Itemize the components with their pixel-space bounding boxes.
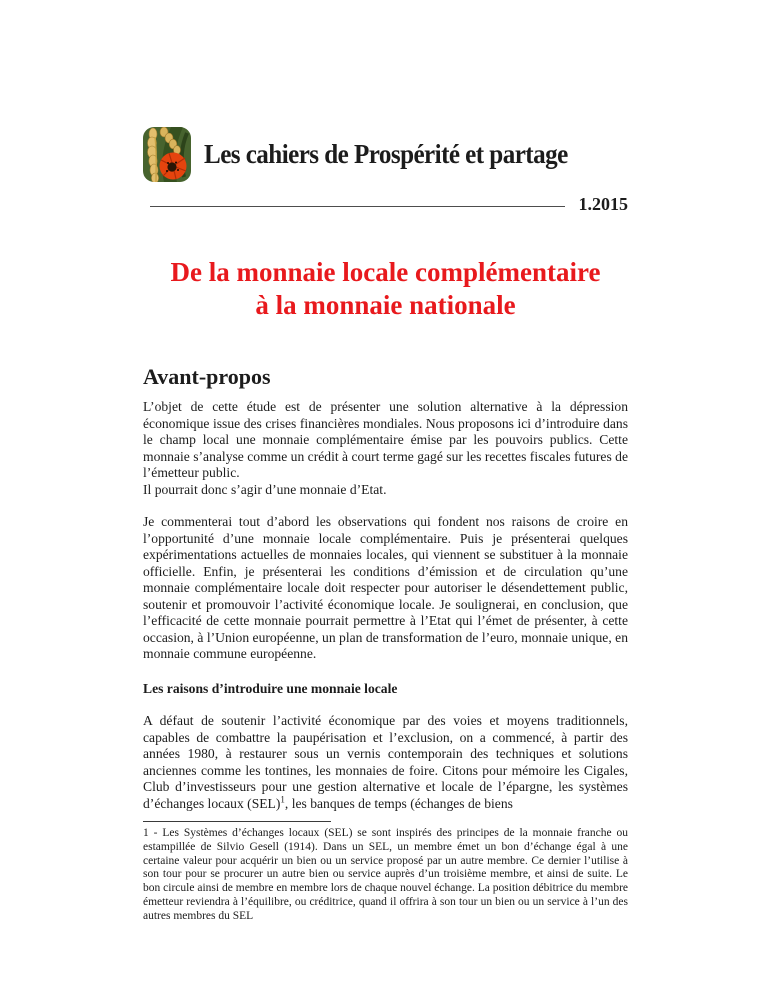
paragraph-raisons-text: A défaut de soutenir l’activité économique par des voies et moyens traditionnels, capables de combattre la paupérisation et l’exclusion, on a commencé, à partir des années 1980, à restaurer sous un vernis contemporain des techniques et solutions anciennes comme les tontines, les monnaies de foire. Citons pour mémoire les Cigales, Club d’investisseurs pour une gestion alternative et locale de l’épargne, les systèmes d’échanges locaux (SEL) xyxy=(143,713,628,811)
footnote-separator xyxy=(143,821,331,822)
document-title-line2: à la monnaie nationale xyxy=(255,290,516,320)
wheat-poppy-logo-icon xyxy=(143,127,191,182)
footnote-text: 1 - Les Systèmes d’échanges locaux (SEL) se sont inspirés des principes de la monnaie franche ou estampillée de Silvio Gesell (1914). Dans un SEL, un membre émet un bon d’échange égal à une certaine valeur pour acquérir un bien ou un service proposé par un autre membre. Ce dernier l’utilise à son tour pour se procurer un autre bien ou service auprès d’un troisième membre, et ainsi de suite. Le bon circule ainsi de membre en membre lors de chaque nouvel échange. La position débitrice du membre émetteur reviendra à l’équilibre, ou créditrice, quand il offrira à son tour un bien ou un service à l’un des autres membres du SEL xyxy=(143,827,628,922)
section-heading-raisons: Les raisons d’introduire une monnaie locale xyxy=(143,680,398,696)
masthead-title: Les cahiers de Prospérité et partage xyxy=(204,139,568,169)
page-content xyxy=(143,0,628,924)
footnote-block xyxy=(143,821,628,924)
paragraph-plan: Je commenterai tout d’abord les observations qui fondent nos raisons de croire en l’opportunité d’une monnaie locale complémentaire. Puis je présenterai quelques expérimentations actuelles de monnaies locales, qui viennent se substituer à la monnaie officielle. Enfin, je présenterai les conditions d’émission et de circulation qu’une monnaie complémentaire locale doit respecter pour autoriser le désendettement public, soutenir et promouvoir l’activité économique locale. Je soulignerai, en conclusion, que l’efficacité de cette monnaie pourrait permettre à l’Etat qui l’émet de présenter, à cette occasion, à l’Union européenne, un plan de transformation de l’euro, monnaie unique, en monnaie commune européenne. xyxy=(143,514,628,661)
paragraph-raisons xyxy=(143,713,628,812)
section-heading-avant-propos: Avant-propos xyxy=(143,364,271,389)
document-title-line1: De la monnaie locale complémentaire xyxy=(170,257,601,287)
masthead xyxy=(143,127,628,182)
footnote-reference: 1 xyxy=(280,793,285,804)
paragraph-intro: L’objet de cette étude est de présenter une solution alternative à la dépression économique issue des crises financières mondiales. Nous proposons ici d’introduire dans le champ local une monnaie complémentaire émise par les pouvoirs publics. Cette monnaie s’analyse comme un crédit à court terme gagé sur les recettes fiscales futures de l’émetteur public. xyxy=(143,399,628,480)
document-title xyxy=(143,256,628,322)
masthead-rule-row xyxy=(143,194,628,214)
paragraph-intro-line2: Il pourrait donc s’agir d’une monnaie d’Etat. xyxy=(143,481,387,497)
paragraph-raisons-text-after: , les banques de temps (échanges de biens xyxy=(284,795,513,811)
masthead-rule xyxy=(150,206,565,207)
issue-number: 1.2015 xyxy=(578,194,628,214)
